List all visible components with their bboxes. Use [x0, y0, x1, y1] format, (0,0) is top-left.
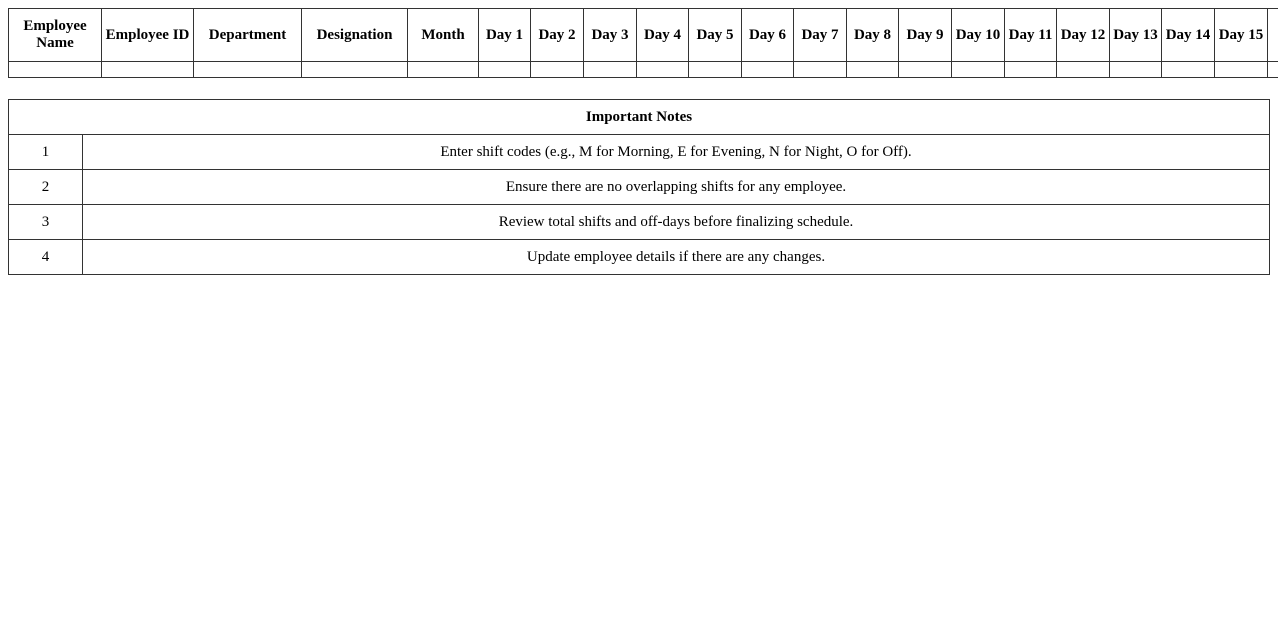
schedule-table-container	[8, 8, 1278, 78]
schedule-cell[interactable]	[847, 62, 899, 78]
schedule-cell[interactable]	[194, 62, 302, 78]
schedule-cell[interactable]	[952, 62, 1005, 78]
column-header: Employee Name	[9, 9, 102, 62]
schedule-cell[interactable]	[1057, 62, 1110, 78]
notes-table	[8, 99, 1270, 275]
note-text: Enter shift codes (e.g., M for Morning, E for Evening, N for Night, O for Off).	[83, 135, 1270, 170]
notes-table-container	[8, 99, 1270, 275]
schedule-cell[interactable]	[9, 62, 102, 78]
schedule-cell[interactable]	[689, 62, 742, 78]
schedule-cell[interactable]	[794, 62, 847, 78]
schedule-cell[interactable]	[479, 62, 531, 78]
column-header: Day 5	[689, 9, 742, 62]
schedule-cell[interactable]	[637, 62, 689, 78]
schedule-row	[9, 62, 1278, 78]
note-text: Ensure there are no overlapping shifts for any employee.	[83, 170, 1270, 205]
column-header: Day 2	[531, 9, 584, 62]
schedule-cell[interactable]	[899, 62, 952, 78]
notes-title-row	[9, 100, 1270, 135]
schedule-cell[interactable]	[531, 62, 584, 78]
note-number: 4	[9, 240, 83, 275]
note-row	[9, 205, 1270, 240]
column-header: Day 4	[637, 9, 689, 62]
column-header: Day 15	[1215, 9, 1268, 62]
column-header: Day 13	[1110, 9, 1162, 62]
note-text: Update employee details if there are any changes.	[83, 240, 1270, 275]
column-header: Day 14	[1162, 9, 1215, 62]
note-number: 2	[9, 170, 83, 205]
note-number: 1	[9, 135, 83, 170]
schedule-cell[interactable]	[1110, 62, 1162, 78]
note-row	[9, 240, 1270, 275]
column-header: Day 1	[479, 9, 531, 62]
column-header: Day 11	[1005, 9, 1057, 62]
note-row	[9, 135, 1270, 170]
column-header: Day 8	[847, 9, 899, 62]
schedule-cell[interactable]	[302, 62, 408, 78]
schedule-cell[interactable]	[1162, 62, 1215, 78]
schedule-cell[interactable]	[742, 62, 794, 78]
column-header	[1268, 9, 1278, 62]
schedule-cell[interactable]	[584, 62, 637, 78]
column-header: Day 9	[899, 9, 952, 62]
note-number: 3	[9, 205, 83, 240]
column-header: Day 7	[794, 9, 847, 62]
column-header: Day 12	[1057, 9, 1110, 62]
schedule-header-row	[9, 9, 1278, 62]
column-header: Day 10	[952, 9, 1005, 62]
notes-title: Important Notes	[9, 100, 1270, 135]
column-header: Day 3	[584, 9, 637, 62]
schedule-cell[interactable]	[1005, 62, 1057, 78]
schedule-table	[8, 8, 1278, 78]
schedule-cell[interactable]	[408, 62, 479, 78]
column-header: Department	[194, 9, 302, 62]
column-header: Day 6	[742, 9, 794, 62]
note-text: Review total shifts and off-days before finalizing schedule.	[83, 205, 1270, 240]
column-header: Month	[408, 9, 479, 62]
schedule-cell[interactable]	[1268, 62, 1278, 78]
schedule-cell[interactable]	[1215, 62, 1268, 78]
schedule-cell[interactable]	[102, 62, 194, 78]
note-row	[9, 170, 1270, 205]
column-header: Employee ID	[102, 9, 194, 62]
column-header: Designation	[302, 9, 408, 62]
